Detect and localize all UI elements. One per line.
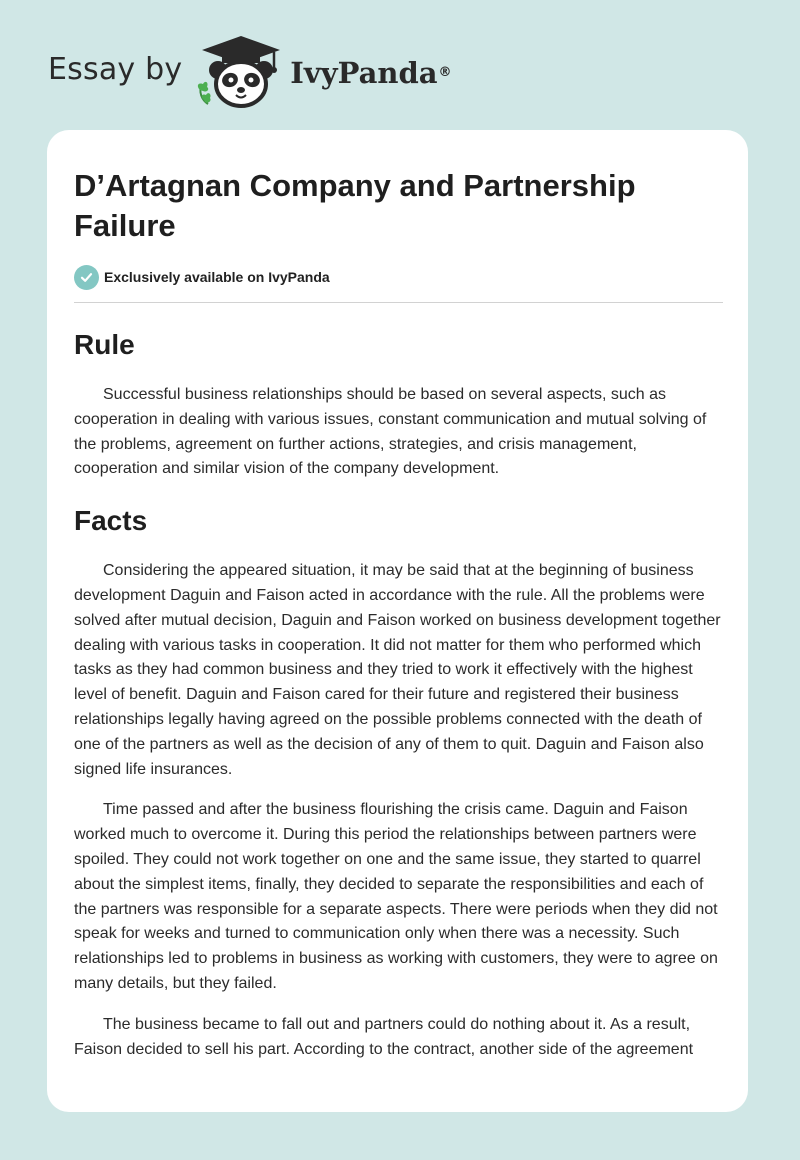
ivypanda-logo-link[interactable] (196, 34, 451, 110)
essay-content (74, 130, 724, 1062)
essay-card (47, 130, 748, 1112)
section-heading: Facts (74, 505, 148, 537)
section-rule (74, 328, 724, 482)
brand-name: IvyPanda (290, 56, 438, 90)
title-divider (74, 302, 723, 303)
exclusive-badge (74, 264, 724, 290)
page-title: D’Artagnan Company and Partnership Failure (74, 168, 636, 243)
checkmark-icon (74, 265, 99, 290)
panda-graduate-logo-icon (196, 34, 286, 110)
site-header (48, 34, 452, 110)
section-facts (74, 504, 724, 1062)
exclusive-label: Exclusively available on IvyPanda (104, 269, 330, 285)
paragraph: Considering the appeared situation, it may be said that at the beginning of business development Daguin and Faison acted in accordance with the rule. All the problems were solved after mutual decision, Daguin and Faison worked on business development together dealing with various tasks in cooperation. It did not matter for them who performed which tasks as they had common business and they tried to work it effectively with the highest level of benefit. Daguin and Faison cared for their future and registered their business relationships legally having agreed on the possible problems connected with the death of one of the partners as well as the decision of any of them to quit. Daguin and Faison also signed life insurances. (74, 562, 721, 778)
section-heading: Rule (74, 329, 135, 360)
registered-mark: ® (438, 64, 452, 80)
paragraph: Time passed and after the business flourishing the crisis came. Daguin and Faison worked much to overcome it. During this period the relationships between partners were spoiled. They could not work together on one and the same issue, they started to quarrel about the simplest items, finally, they decided to separate the responsibilities and each of the partners was responsible for a separate aspects. There were periods when they did not speak for weeks and turned to communication only when there was a necessity. Such relationships led to problems in business as working with customers, they were to agree on many details, but they failed. (74, 801, 718, 992)
paragraph: The business became to fall out and partners could do nothing about it. As a result, Faison decided to sell his part. According to the contract, another side of the agreement (74, 1015, 694, 1058)
paragraph: Successful business relationships should be based on several aspects, such as cooperation in dealing with various issues, constant communication and mutual solving of the problems, agreement on further actions, strategies, and crisis management, cooperation and similar vision of the company development. (74, 386, 707, 478)
brand-prefix: Essay by (48, 51, 183, 87)
